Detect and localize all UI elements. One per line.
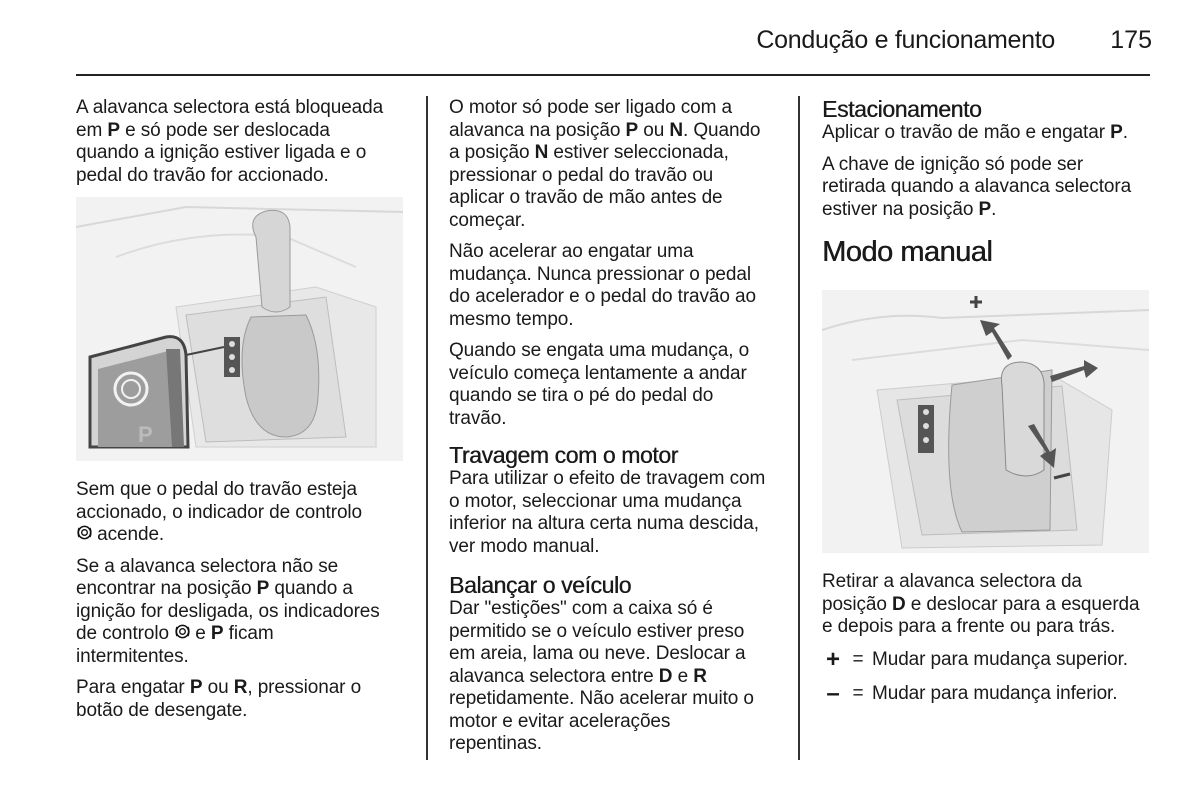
paragraph: Retirar a alavanca selectora da posição D e deslocar para a esquerda e depois para a frente ou para trás. bbox=[822, 571, 1140, 637]
paragraph: Dar "estições" com a caixa só é permitido se o veículo estiver preso em areia, lama ou neve. Deslocar a alavanca selectora entre D e R repetidamente. Não acelerar muito o motor e evitar acelerações repentinas. bbox=[449, 598, 754, 754]
page-title: Condução e funcionamento bbox=[756, 26, 1055, 54]
paragraph: A alavanca selectora está bloqueada em P e só pode ser deslocada quando a ignição estiver ligada e o pedal do travão for accionado. bbox=[76, 97, 384, 186]
brake-warning-icon bbox=[76, 524, 92, 547]
paragraph: Para engatar P ou R, pressionar o botão de desengate. bbox=[76, 677, 362, 721]
plus-icon: + bbox=[826, 645, 840, 673]
column-3-lower bbox=[822, 571, 1162, 718]
column-3 bbox=[822, 96, 1162, 268]
page-number: 175 bbox=[1110, 26, 1152, 54]
section-heading: Balançar o veículo bbox=[449, 572, 632, 598]
paragraph: Sem que o pedal do travão esteja accionado, o indicador de controlo acende. bbox=[76, 479, 363, 545]
column-1 bbox=[76, 97, 411, 196]
paragraph: O motor só pode ser ligado com a alavanca na posição P ou N. Quando a posição N estiver seleccionada, pressionar o pedal do travão ou aplicar o travão de mão antes de começar. bbox=[449, 97, 761, 231]
section-heading: Estacionamento bbox=[822, 96, 982, 122]
manual-mode-illustration bbox=[822, 290, 1149, 553]
paragraph: Quando se engata uma mudança, o veículo começa lentamente a andar quando se tira o pé do pedal do travão. bbox=[449, 340, 750, 429]
paragraph: Se a alavanca selectora não se encontrar na posição P quando a ignição for desligada, os indicadores de controlo e P ficam intermitentes. bbox=[76, 555, 380, 667]
legend-row-down: – = Mudar para mudança inferior. bbox=[822, 683, 1162, 706]
overlay-letter: P bbox=[138, 422, 153, 447]
paragraph: Não acelerar ao engatar uma mudança. Nunca pressionar o pedal do acelerador e o pedal do travão ao mesmo tempo. bbox=[449, 241, 756, 330]
section-heading: Travagem com o motor bbox=[449, 442, 678, 468]
brake-warning-icon bbox=[174, 623, 190, 646]
column-divider-1 bbox=[426, 96, 428, 760]
header-rule bbox=[76, 74, 1150, 76]
legend-row-up: + = Mudar para mudança superior. bbox=[822, 649, 1162, 672]
paragraph: Aplicar o travão de mão e engatar P. bbox=[822, 122, 1128, 143]
column-1-lower bbox=[76, 479, 411, 731]
chapter-heading: Modo manual bbox=[822, 236, 993, 268]
column-divider-2 bbox=[798, 96, 800, 760]
gear-selector-illustration bbox=[76, 197, 403, 461]
minus-icon: – bbox=[826, 680, 840, 707]
column-2 bbox=[449, 97, 789, 765]
paragraph: A chave de ignição só pode ser retirada quando a alavanca selectora estiver na posição P. bbox=[822, 153, 1132, 220]
paragraph: Para utilizar o efeito de travagem com o motor, seleccionar uma mudança inferior na altura certa numa descida, ver modo manual. bbox=[449, 468, 766, 557]
